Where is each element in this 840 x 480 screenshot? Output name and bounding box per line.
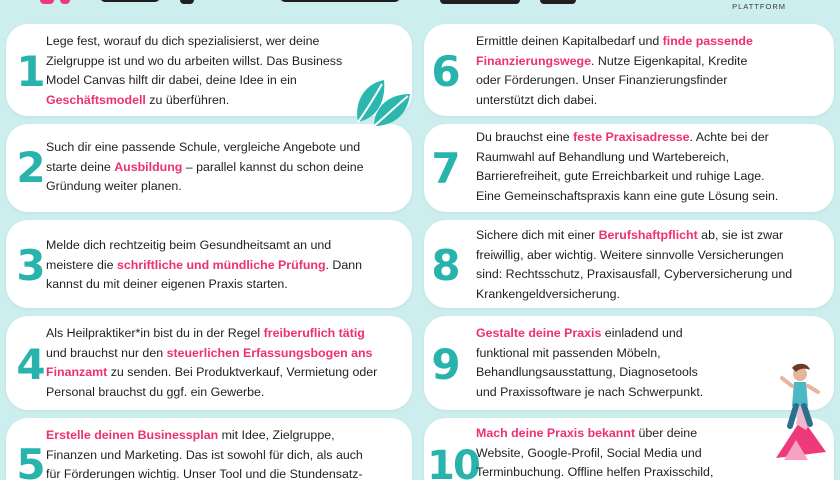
step-text [476, 128, 778, 206]
step-text-line [46, 383, 377, 403]
step-text-line [476, 363, 703, 383]
text-segment: Melde dich rechtzeitig beim Gesundheitsamt an und [46, 238, 332, 252]
step-text-line [476, 226, 792, 246]
text-segment: Du brauchst eine [476, 130, 574, 144]
text-segment: sind: Rechtsschutz, Praxisausfall, Cyberversicherung und [476, 267, 793, 281]
text-segment: freiwillig, aber wichtig. Weitere sinnvolle Versicherungen [476, 247, 784, 262]
text-segment: funktional mit passenden Möbeln, [476, 345, 661, 360]
step-number: 4 [16, 340, 46, 389]
step-card-3 [6, 220, 412, 308]
step-text-line [476, 128, 778, 148]
platform-label: PLATTFORM [732, 2, 786, 11]
text-segment: zu senden. Bei Produktverkauf, Vermietung oder [107, 365, 378, 379]
step-text [46, 426, 363, 480]
text-segment: zu überführen. [145, 92, 230, 107]
text-segment: Personal brauchst du ggf. ein Gewerbe. [46, 384, 265, 399]
text-segment: Behandlungsausstattung, Diagnosetools [476, 365, 698, 379]
step-text-line [476, 265, 792, 285]
text-segment: . Achte bei der [689, 130, 769, 144]
step-text [476, 424, 713, 480]
text-segment: Als Heilpraktiker*in bist du in der Regel [46, 326, 264, 340]
text-segment: . Nutze Eigenkapital, Kredite [590, 53, 748, 68]
step-text-line [476, 148, 778, 168]
step-text-line [46, 324, 377, 344]
step-card-4 [6, 316, 412, 410]
step-text-line [476, 246, 792, 266]
highlight-term: Erstelle deinen Businessplan [46, 428, 219, 442]
text-segment: Gründung weiter planen. [46, 179, 182, 193]
text-segment: Finanzen und Marketing. Das ist sowohl für dich, als auch [46, 447, 363, 462]
text-segment: unterstützt dich dabei. [476, 92, 598, 107]
step-text [46, 32, 342, 110]
step-text-line [46, 275, 362, 295]
step-text-line [46, 256, 362, 276]
step-text-line [476, 91, 753, 111]
step-text [46, 138, 364, 197]
highlight-term: Ausbildung [114, 159, 183, 174]
step-text-line [46, 344, 377, 364]
highlight-term: Geschäftsmodell [46, 92, 146, 107]
text-segment: Such dir eine passende Schule, vergleiche Angebote und [46, 140, 361, 154]
step-number: 10 [427, 443, 479, 480]
step-number: 3 [16, 241, 46, 290]
step-text [476, 32, 753, 110]
text-segment: ab, sie ist zwar [697, 228, 784, 242]
step-text-line [476, 167, 778, 187]
text-segment: Barrierefreiheit, gute Erreichbarkeit und ruhige Lage. [476, 169, 765, 183]
step-card-2 [6, 124, 412, 212]
text-segment: Krankengeldversicherung. [476, 286, 620, 301]
step-text-line [476, 187, 778, 207]
step-text-line [476, 383, 703, 403]
step-card-8 [424, 220, 834, 308]
highlight-term: Finanzamt [46, 365, 108, 379]
cropped-title-glyphs [40, 0, 600, 4]
step-text-line [46, 52, 342, 72]
text-segment: und Praxissoftware je nach Schwerpunkt. [476, 384, 704, 399]
text-segment: Sichere dich mit einer [476, 228, 599, 242]
text-segment: – parallel kannst du schon deine [182, 159, 364, 174]
text-segment: meistere die [46, 257, 117, 272]
step-text [476, 226, 792, 304]
step-text-line [46, 446, 363, 466]
step-text-line [46, 465, 363, 480]
step-text-line [46, 177, 364, 197]
text-segment: starte deine [46, 159, 115, 174]
text-segment: Terminbuchung. Offline helfen Praxisschild, [476, 465, 714, 479]
text-segment: Lege fest, worauf du dich spezialisierst, wer deine [46, 34, 320, 48]
step-text-line [46, 158, 364, 178]
highlight-term: Mach deine Praxis bekannt [476, 426, 636, 440]
step-text-line [476, 324, 703, 344]
step-text-line [476, 444, 713, 464]
step-number: 8 [431, 241, 461, 290]
step-text-line [476, 285, 792, 305]
text-segment: Zielgruppe ist und wo du arbeiten willst. Das Business [46, 53, 343, 68]
step-text-line [476, 52, 753, 72]
leaves-icon [352, 76, 416, 130]
text-segment: Eine Gemeinschaftspraxis kann eine gute Lösung sein. [476, 188, 779, 203]
highlight-term: steuerlichen Erfassungsbogen ans [166, 345, 373, 360]
step-text-line [476, 32, 753, 52]
cropped-page-title [40, 0, 600, 4]
text-segment: Model Canvas hilft dir dabei, deine Idee in ein [46, 73, 297, 87]
text-segment: . Dann [325, 257, 363, 272]
step-number: 7 [431, 144, 461, 193]
step-text-line [476, 344, 703, 364]
step-number: 2 [16, 143, 46, 192]
highlight-term: Gestalte deine Praxis [476, 326, 602, 340]
highlight-term: freiberuflich tätig [263, 326, 365, 340]
step-card-5 [6, 418, 412, 480]
step-text [46, 236, 362, 295]
step-card-7 [424, 124, 834, 212]
highlight-term: Finanzierungswege [476, 53, 591, 68]
text-segment: Raumwahl auf Behandlung und Wartebereich, [476, 149, 730, 164]
step-number: 6 [431, 47, 461, 96]
step-text-line [46, 138, 364, 158]
step-text-line [46, 32, 342, 52]
highlight-term: feste Praxisadresse [573, 130, 690, 144]
text-segment: Website, Google-Profil, Social Media und [476, 445, 702, 460]
step-text-line [476, 424, 713, 444]
text-segment: oder Förderungen. Unser Finanzierungsfinder [476, 73, 728, 87]
step-number: 1 [16, 47, 46, 96]
text-segment: Ermittle deinen Kapitalbedarf und [476, 34, 663, 48]
text-segment: und brauchst nur den [46, 345, 167, 360]
rocket-figure-icon [756, 360, 840, 480]
step-number: 9 [431, 340, 461, 389]
step-text-line [46, 71, 342, 91]
step-text [476, 324, 703, 402]
highlight-term: Berufshaftpflicht [598, 228, 698, 242]
step-text-line [46, 426, 363, 446]
step-number: 5 [16, 440, 46, 480]
step-text [46, 324, 377, 402]
text-segment: über deine [635, 426, 698, 440]
step-text-line [46, 363, 377, 383]
step-text-line [46, 236, 362, 256]
step-card-6 [424, 24, 834, 116]
step-text-line [46, 91, 342, 111]
text-segment: kannst du mit deiner eigenen Praxis starten. [46, 277, 288, 291]
text-segment: mit Idee, Zielgruppe, [218, 428, 335, 442]
step-text-line [476, 463, 713, 480]
step-text-line [476, 71, 753, 91]
text-segment: für Förderungen wichtig. Unser Tool und die Stundensatz- [46, 467, 363, 480]
highlight-term: finde passende [662, 34, 753, 48]
highlight-term: schriftliche und mündliche Prüfung [116, 257, 326, 272]
text-segment: einladend und [601, 326, 683, 340]
